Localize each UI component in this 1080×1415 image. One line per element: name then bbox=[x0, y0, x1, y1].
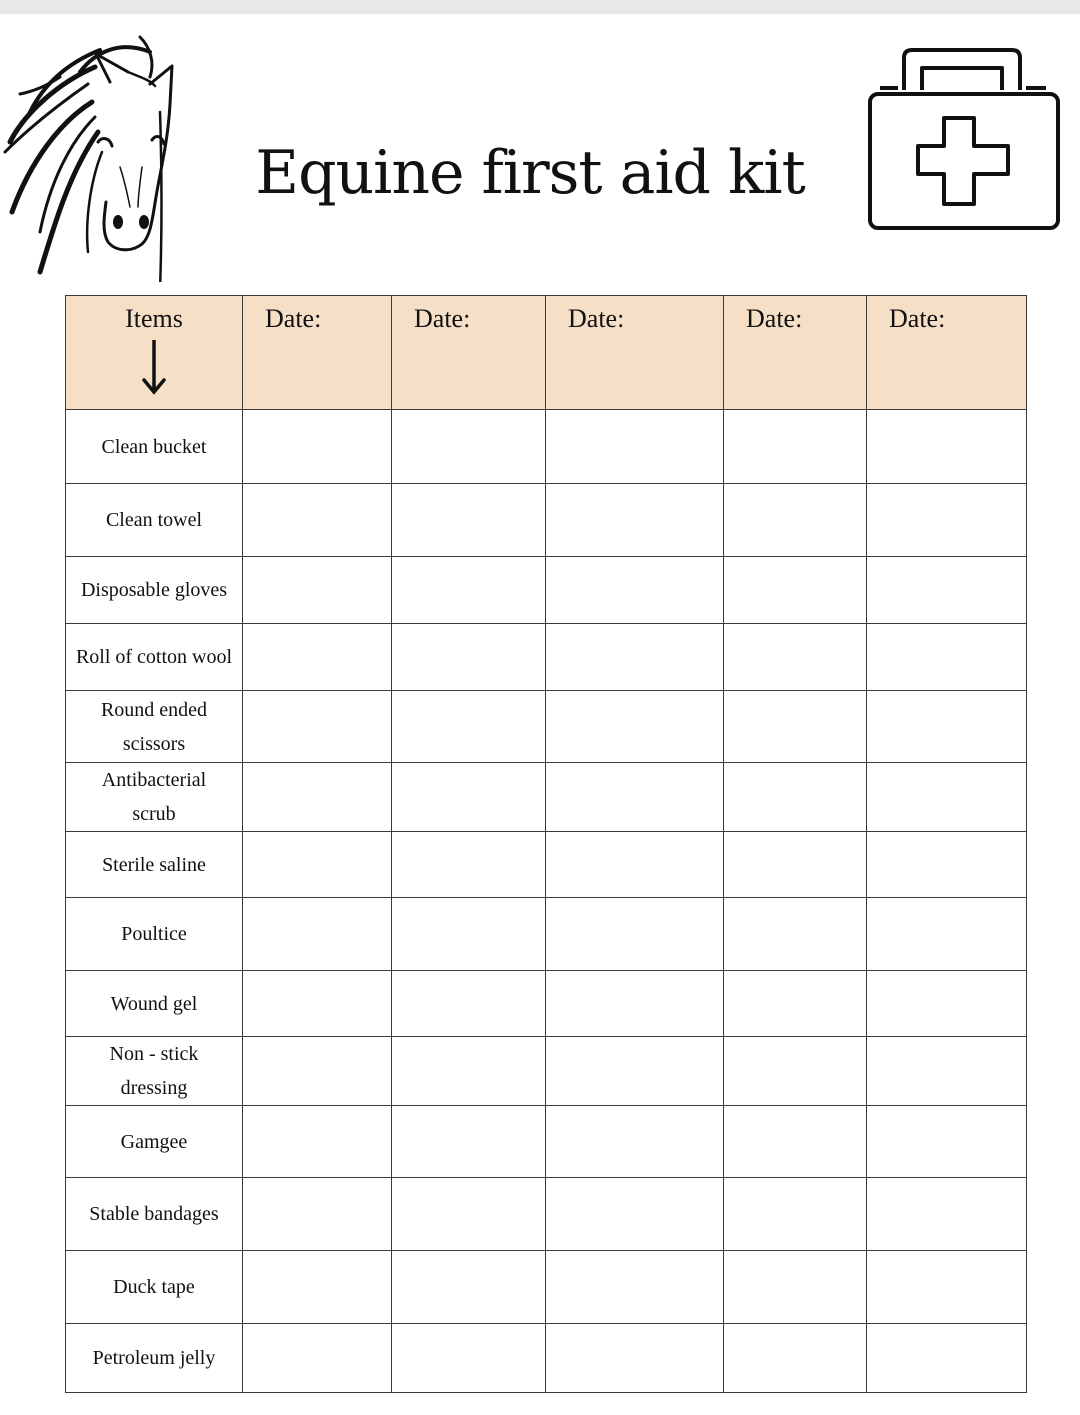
date-cell[interactable] bbox=[243, 1037, 392, 1106]
item-label: Clean bucket bbox=[101, 435, 207, 458]
top-strip bbox=[0, 0, 1080, 14]
date-cell[interactable] bbox=[867, 898, 1027, 971]
date-cell[interactable] bbox=[724, 1324, 867, 1393]
date-cell[interactable] bbox=[867, 624, 1027, 691]
table-row bbox=[66, 971, 1027, 1037]
date-cell[interactable] bbox=[724, 557, 867, 624]
items-header-label: Items bbox=[125, 304, 183, 333]
item-label: Clean towel bbox=[105, 509, 203, 531]
date-header: Date: bbox=[392, 296, 546, 410]
table-row bbox=[66, 410, 1027, 484]
item-label: Stable bandages bbox=[89, 1203, 219, 1225]
date-cell[interactable] bbox=[392, 410, 546, 484]
date-cell[interactable] bbox=[867, 557, 1027, 624]
checklist-table bbox=[65, 295, 1027, 1393]
date-cell[interactable] bbox=[546, 624, 724, 691]
date-cell[interactable] bbox=[724, 691, 867, 763]
item-cell bbox=[66, 557, 243, 624]
table-row bbox=[66, 832, 1027, 898]
table-row bbox=[66, 484, 1027, 557]
item-label: Antibacterial scrub bbox=[101, 769, 207, 825]
date-cell[interactable] bbox=[546, 484, 724, 557]
item-cell bbox=[66, 1037, 243, 1106]
date-cell[interactable] bbox=[392, 691, 546, 763]
date-cell[interactable] bbox=[243, 691, 392, 763]
date-cell[interactable] bbox=[546, 410, 724, 484]
table-row bbox=[66, 1178, 1027, 1251]
date-cell[interactable] bbox=[546, 1106, 724, 1178]
date-cell[interactable] bbox=[392, 1178, 546, 1251]
arrow-down-icon bbox=[139, 338, 169, 396]
date-cell[interactable] bbox=[392, 557, 546, 624]
date-cell[interactable] bbox=[546, 763, 724, 832]
date-cell[interactable] bbox=[546, 557, 724, 624]
date-cell[interactable] bbox=[546, 832, 724, 898]
date-cell[interactable] bbox=[243, 832, 392, 898]
date-cell[interactable] bbox=[867, 1037, 1027, 1106]
table-row bbox=[66, 1037, 1027, 1106]
header-row bbox=[66, 296, 1027, 410]
date-cell[interactable] bbox=[243, 763, 392, 832]
date-cell[interactable] bbox=[546, 898, 724, 971]
date-cell[interactable] bbox=[243, 410, 392, 484]
date-cell[interactable] bbox=[392, 1106, 546, 1178]
date-cell[interactable] bbox=[724, 410, 867, 484]
item-cell bbox=[66, 898, 243, 971]
date-header: Date: bbox=[867, 296, 1027, 410]
date-header: Date: bbox=[546, 296, 724, 410]
item-cell bbox=[66, 763, 243, 832]
table-row bbox=[66, 1251, 1027, 1324]
item-cell bbox=[66, 832, 243, 898]
item-cell bbox=[66, 1324, 243, 1393]
date-cell[interactable] bbox=[724, 1178, 867, 1251]
date-cell[interactable] bbox=[867, 484, 1027, 557]
date-cell[interactable] bbox=[867, 1324, 1027, 1393]
date-cell[interactable] bbox=[546, 1037, 724, 1106]
item-label: Duck tape bbox=[113, 1276, 195, 1298]
table-row bbox=[66, 557, 1027, 624]
date-cell[interactable] bbox=[867, 763, 1027, 832]
item-cell bbox=[66, 1251, 243, 1324]
date-cell[interactable] bbox=[243, 624, 392, 691]
date-cell[interactable] bbox=[546, 1324, 724, 1393]
item-label: Sterile saline bbox=[102, 853, 206, 876]
item-label: Gamgee bbox=[120, 1130, 188, 1153]
item-label: Wound gel bbox=[110, 992, 198, 1015]
item-cell bbox=[66, 624, 243, 691]
item-label: Roll of cotton wool bbox=[75, 646, 233, 668]
item-cell bbox=[66, 484, 243, 557]
item-label: Poultice bbox=[121, 923, 187, 945]
date-cell[interactable] bbox=[867, 691, 1027, 763]
date-cell[interactable] bbox=[724, 484, 867, 557]
date-cell[interactable] bbox=[392, 763, 546, 832]
item-cell bbox=[66, 1178, 243, 1251]
date-cell[interactable] bbox=[724, 1037, 867, 1106]
date-cell[interactable] bbox=[724, 624, 867, 691]
table-row bbox=[66, 1106, 1027, 1178]
date-cell[interactable] bbox=[724, 763, 867, 832]
date-cell[interactable] bbox=[546, 1251, 724, 1324]
date-cell[interactable] bbox=[243, 898, 392, 971]
date-cell[interactable] bbox=[867, 1178, 1027, 1251]
item-cell bbox=[66, 691, 243, 763]
date-cell[interactable] bbox=[867, 832, 1027, 898]
date-cell[interactable] bbox=[867, 1251, 1027, 1324]
item-cell bbox=[66, 1106, 243, 1178]
item-label: Round ended scissors bbox=[100, 698, 208, 755]
date-cell[interactable] bbox=[243, 1106, 392, 1178]
date-cell[interactable] bbox=[392, 484, 546, 557]
date-cell[interactable] bbox=[243, 484, 392, 557]
table-row bbox=[66, 624, 1027, 691]
date-header: Date: bbox=[243, 296, 392, 410]
date-cell[interactable] bbox=[392, 624, 546, 691]
date-cell[interactable] bbox=[392, 1324, 546, 1393]
date-cell[interactable] bbox=[546, 1178, 724, 1251]
date-cell[interactable] bbox=[724, 1106, 867, 1178]
date-header: Date: bbox=[724, 296, 867, 410]
date-cell[interactable] bbox=[392, 898, 546, 971]
date-cell[interactable] bbox=[724, 898, 867, 971]
date-cell[interactable] bbox=[724, 832, 867, 898]
date-cell[interactable] bbox=[546, 971, 724, 1037]
item-label: Non - stick dressing bbox=[109, 1043, 199, 1099]
date-cell[interactable] bbox=[867, 410, 1027, 484]
table-row bbox=[66, 763, 1027, 832]
item-cell bbox=[66, 410, 243, 484]
date-cell[interactable] bbox=[243, 1251, 392, 1324]
table-row bbox=[66, 1324, 1027, 1393]
items-header bbox=[66, 296, 243, 410]
table-row bbox=[66, 691, 1027, 763]
date-cell[interactable] bbox=[392, 1251, 546, 1324]
item-label: Disposable gloves bbox=[80, 579, 228, 601]
table-row bbox=[66, 898, 1027, 971]
page-title: Equine first aid kit bbox=[255, 138, 805, 208]
date-cell[interactable] bbox=[546, 691, 724, 763]
date-cell[interactable] bbox=[724, 971, 867, 1037]
date-cell[interactable] bbox=[392, 971, 546, 1037]
item-label: Petroleum jelly bbox=[92, 1347, 216, 1369]
date-cell[interactable] bbox=[243, 971, 392, 1037]
date-cell[interactable] bbox=[724, 1251, 867, 1324]
date-cell[interactable] bbox=[243, 557, 392, 624]
date-cell[interactable] bbox=[243, 1178, 392, 1251]
item-cell bbox=[66, 971, 243, 1037]
date-cell[interactable] bbox=[392, 1037, 546, 1106]
date-cell[interactable] bbox=[392, 832, 546, 898]
date-cell[interactable] bbox=[867, 971, 1027, 1037]
date-cell[interactable] bbox=[867, 1106, 1027, 1178]
date-cell[interactable] bbox=[243, 1324, 392, 1393]
